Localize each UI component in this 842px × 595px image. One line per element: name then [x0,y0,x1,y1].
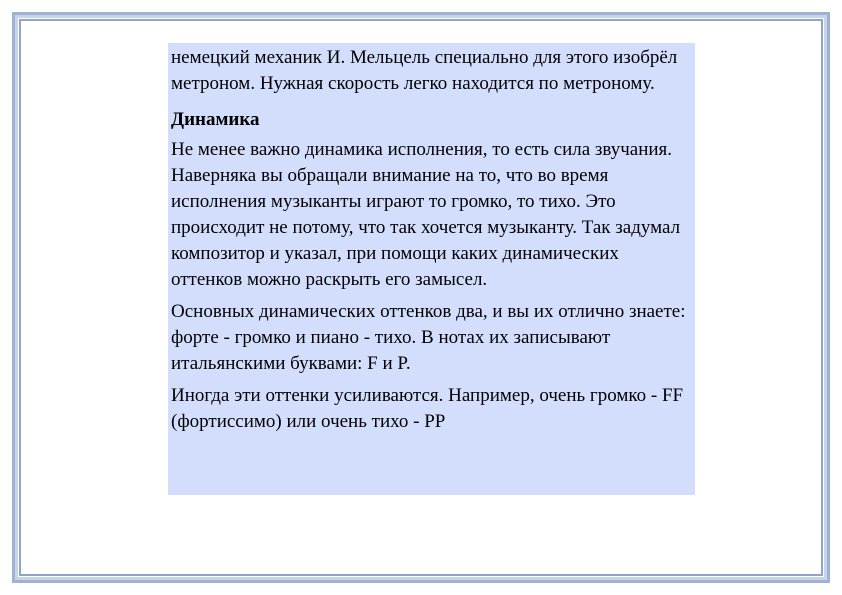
section-heading: Динамика [171,109,260,130]
dynamics-paragraph-1: Не менее важно динамика исполнения, то есть сила звучания. Наверняка вы обращали внимание на то, что во время исполнения музыканты играют то громко, то тихо. Это происходит не потому, что так хочется музыканту. Так задумал композитор и указал, при помощи каких динамических оттенков можно раскрыть его замысел. [171,139,681,290]
dynamics-paragraph-2: Основных динамических оттенков два, и вы их отлично знаете: форте - громко и пиано - тихо. В нотах их записывают итальянскими буквами: F и P. [171,301,686,374]
dynamics-paragraph-3: Иногда эти оттенки усиливаются. Например, очень громко - FF (фортиссимо) или очень тихо - PP [171,385,684,432]
intro-paragraph: немецкий механик И. Мельцель специально для этого изобрёл метроном. Нужная скорость легко находится по метроному. [171,47,678,94]
slide-text-block [168,43,695,495]
